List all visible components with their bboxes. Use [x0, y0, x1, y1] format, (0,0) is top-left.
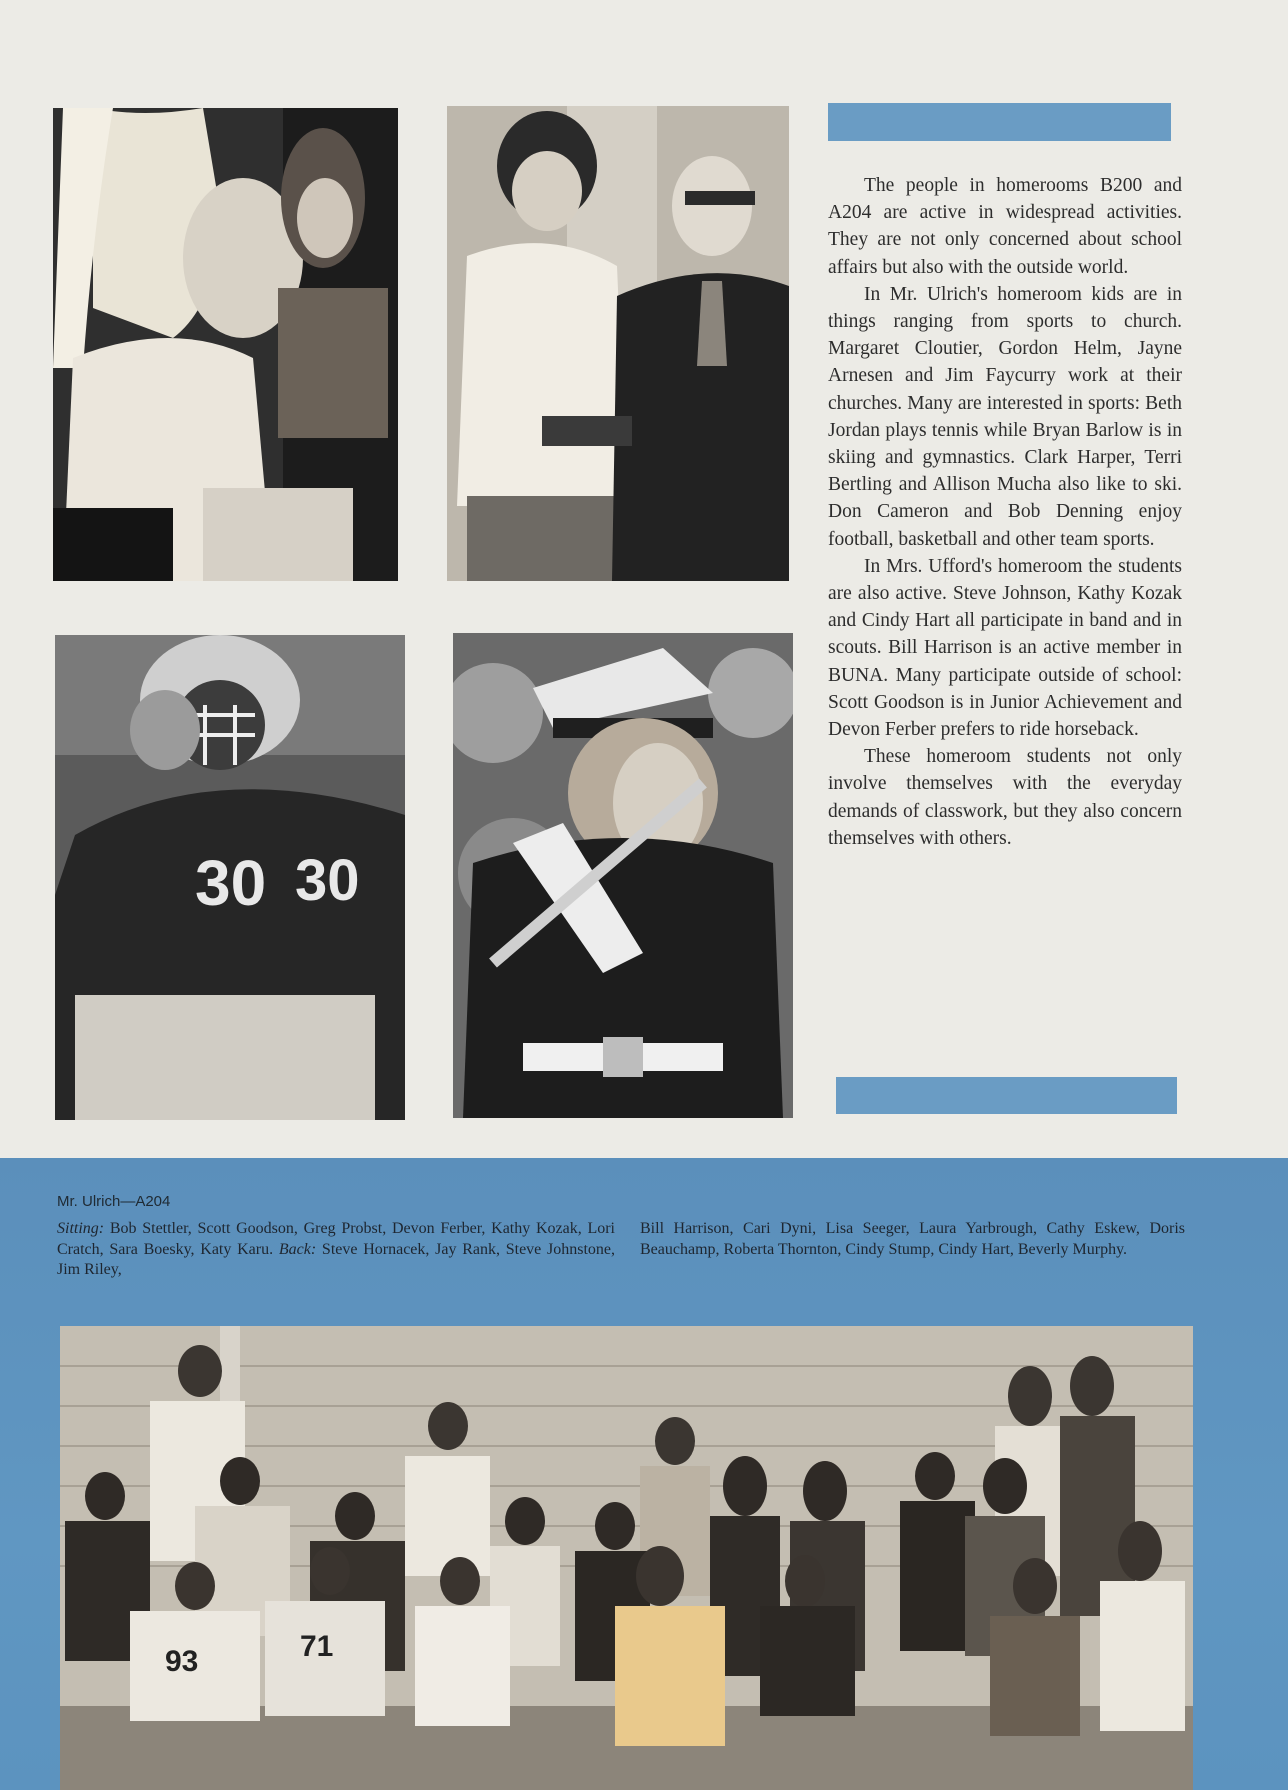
back-label: Back:: [278, 1240, 317, 1258]
group-jersey-number-right: 71: [300, 1630, 334, 1663]
back-names: Steve Hornacek, Jay Rank, Steve Johnstone, Jim Riley,: [57, 1240, 616, 1278]
group-jersey-number-left: 93: [165, 1645, 199, 1678]
photo-girls-reading: [53, 108, 398, 581]
story-paragraph: In Mr. Ulrich's homeroom kids are in things ranging from sports to church. Margaret Cloutier, Gordon Helm, Jayne Arnesen and Jim Faycurry work at their churches. Many are interested in sports: Beth Jordan plays tennis while Bryan Barlow is in skiing and gymnastics. Clark Harper, Terri Bertling and Allison Mucha also like to ski. Don Cameron and Bob Denning enjoy football, basketball and other team sports.: [828, 283, 1182, 550]
photo-student-and-teacher: [447, 106, 789, 581]
story-paragraph: In Mrs. Ufford's homeroom the students are also active. Steve Johnson, Kathy Kozak and Cindy Hart all participate in band and in scouts. Bill Harrison is an active member in BUNA. Many participate outside of school: Scott Goodson is in Junior Achievement and Devon Ferber prefers to ride horseback.: [828, 555, 1182, 741]
jersey-number-left: 30: [195, 847, 267, 919]
sitting-label: Sitting:: [57, 1220, 105, 1237]
jersey-number-right: 30: [295, 848, 360, 913]
back-names-continued: Bill Harrison, Cari Dyni, Lisa Seeger, Laura Yarbrough, Cathy Eskew, Doris Beauchamp, Roberta Thornton, Cindy Stump, Cindy Hart, Beverly Murphy.: [640, 1220, 1185, 1258]
story-paragraph: These homeroom students not only involve themselves with the everyday demands of classwork, but they also concern themselves with others.: [828, 746, 1182, 849]
photo-football-players: [55, 635, 405, 1120]
homeroom-story: [828, 172, 1182, 852]
accent-bar-bottom: [836, 1077, 1177, 1114]
photo-band-flutist: [453, 633, 793, 1118]
homeroom-group-photo: [60, 1326, 1193, 1790]
sitting-names: Bob Stettler, Scott Goodson, Greg Probst, Devon Ferber, Kathy Kozak, Lori Cratch, Sara Boesky, Katy Karu.: [57, 1220, 615, 1258]
caption-left-column: [57, 1219, 615, 1281]
story-paragraph: The people in homerooms B200 and A204 are active in widespread activities. They are not only concerned about school affairs but also with the outside world.: [828, 175, 1182, 278]
caption-right-column: [640, 1219, 1185, 1260]
homeroom-caption-title: Mr. Ulrich—A204: [57, 1193, 171, 1210]
accent-bar-top: [828, 103, 1171, 141]
